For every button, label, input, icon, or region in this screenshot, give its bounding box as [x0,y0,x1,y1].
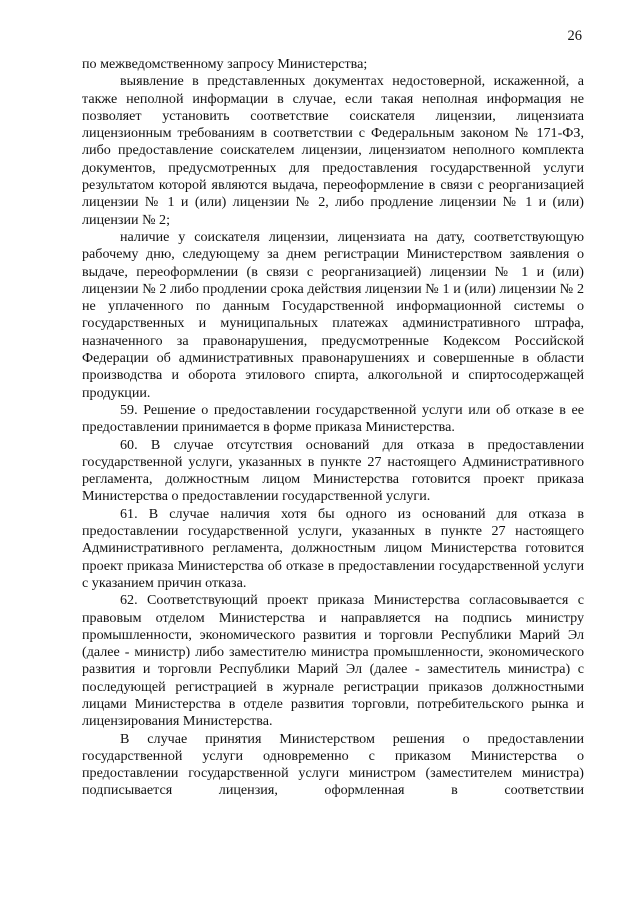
paragraph-62: 62. Соответствующий проект приказа Министерства согласовывается с правовым отделом Министерства и направляется на подпись министру промышленности, экономического развития и торговли Республики Марий Эл (далее - министр) либо заместителю министра промышленности, экономического развития и торговли Республики Марий Эл (далее - заместитель министра) с последующей регистрацией в журнале регистрации приказов должностными лицами Министерства в отделе развития торговли, потребительского рынка и лицензирования Министерства. [82,592,584,730]
paragraph-unpaid-fine: наличие у соискателя лицензии, лицензиата на дату, соответствующую рабочему дню, следующему за днем регистрации Министерством заявления о выдаче, переоформлении (в связи с реорганизацией) лицензии № 1 и (или) лицензии № 2 либо продлении срока действия лицензии № 1 и (или) лицензии № 2 не уплаченного по данным Государственной информационной системы о государственных и муниципальных платежах административного штрафа, назначенного за правонарушения, предусмотренные Кодексом Российской Федерации об административных правонарушениях и совершенные в области производства и оборота этилового спирта, алкогольной и спиртосодержащей продукции. [82,228,584,401]
paragraph-61: 61. В случае наличия хотя бы одного из оснований для отказа в предоставлении государственной услуги, указанных в пункте 27 настоящего Административного регламента, должностным лицом Министерства готовится проект приказа Министерства об отказе в предоставлении государственной услуги с указанием причин отказа. [82,505,584,591]
paragraph-interagency-request: по межведомственному запросу Министерства; [82,56,368,72]
paragraph-60: 60. В случае отсутствия оснований для отказа в предоставлении государственной услуги, указанных в пункте 27 настоящего Административного регламента, должностным лицом Министерства готовится проект приказа Министерства о предоставлении государственной услуги. [82,436,584,505]
page-number: 26 [567,28,582,44]
document-body [82,56,584,800]
paragraph-false-information: выявление в представленных документах недостоверной, искаженной, а также неполной информации в случае, если такая неполная информация не позволяет установить соответствие соискателя лицензии, лицензиата лицензионным требованиям в соответствии с Федеральным законом № 171-ФЗ, либо предоставление соискателем лицензии, лицензиатом неполного комплекта документов, предусмотренных для предоставления государственной услуги результатом которой являются выдача, переоформление в связи с реорганизацией лицензии № 1 и (или) лицензии № 2, либо продление лицензии № 1 и (или) лицензии № 2; [82,73,584,228]
paragraph-license-signing: В случае принятия Министерством решения о предоставлении государственной услуги одновременно с приказом Министерства о предоставлении государственной услуги министром (заместителем министра) подписывается лицензия, оформленная в соответствии [82,730,584,799]
paragraph-59: 59. Решение о предоставлении государственной услуги или об отказе в ее предоставлении принимается в форме приказа Министерства. [82,401,584,436]
